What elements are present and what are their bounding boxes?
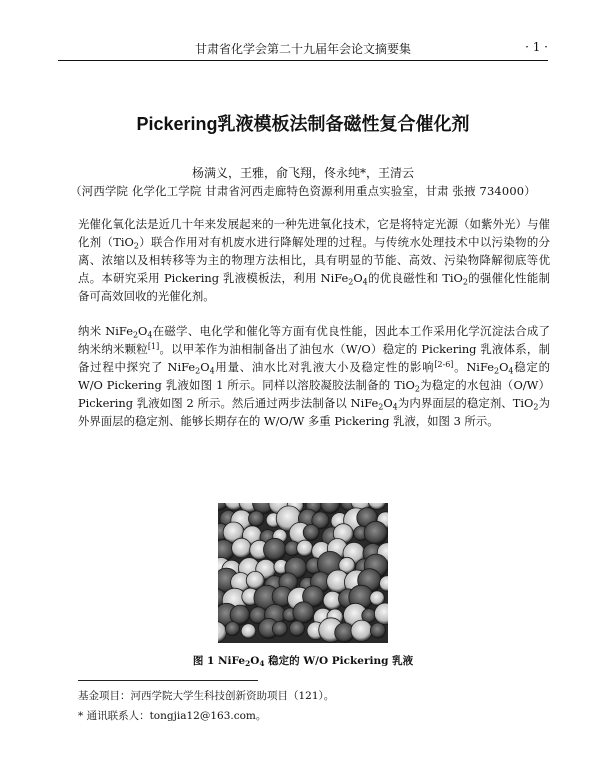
author-list: 杨满义，王雅，俞飞翔，佟永纯*，王清云 <box>191 166 414 180</box>
droplet <box>321 503 340 514</box>
droplet <box>249 511 265 527</box>
paper-title: Pickering乳液模板法制备磁性复合催化剂 <box>136 114 470 134</box>
droplet <box>264 538 287 561</box>
droplet <box>232 538 252 558</box>
citation-ref: [1] <box>147 341 160 351</box>
running-header <box>58 40 548 58</box>
paragraph-1: 光催化氧化法是近几十年来发展起来的一种先进氧化技术，它是将特定光源（如紫外光）与催化剂（TiO$_2$）联合作用对有机废水进行降解处理的过程。与传统水处理技术中以污染物的分离、浓缩以及相转移等为主的物理方法相比，具有明显的节能、高效、污染物降解彻底等优点。本研究采用 Pickering 乳液模板法，利用 $NiFe_2O_4$的优良磁性和 TiO$_2$的强催化性能制备可高效回收的光催化剂。 <box>78 217 550 303</box>
emulsion-micrograph <box>218 503 388 643</box>
droplet <box>225 622 239 636</box>
figure-caption: 图 1 $NiFe_2O_4$ 稳定的 W/O Pickering 乳液 <box>192 655 414 669</box>
paragraph-2: 纳米 $NiFe_2O_4$在磁学、电化学和催化等方面有优良性能，因此本工作采用化学沉淀法合成了纳米纳米颗粒[1]。以甲苯作为油相制备出了油包水（W/O）稳定的 Pickering 乳液体系，制备过程中探究了 $NiFe_2O_4$用量、油水比对乳液大小及稳定性的影响[2-6]。$NiFe_2O_4$稳定的 W/O Pickering 乳液如图 1 所示。同样以溶胶凝胶法制备的 TiO$_2$为稳定的水包油（O/W）Pickering 乳液如图 2 所示。然后通过两步法制备以 $NiFe_2O_4$为内界面层的稳定剂、TiO$_2$为外界面层的稳定剂、能够长期存在的 W/O/W 多重 Pickering 乳液，如图 3 所示。 <box>78 324 550 428</box>
droplet <box>374 603 388 625</box>
droplet <box>364 521 387 544</box>
droplet <box>272 621 287 636</box>
citation-ref: [2-6] <box>434 359 454 369</box>
droplet <box>370 623 385 638</box>
droplet <box>289 621 304 636</box>
droplet <box>351 620 372 641</box>
droplet <box>297 540 313 556</box>
droplet-image <box>218 503 388 643</box>
contact-note: * 通讯联系人：tongjia12@163.com。 <box>78 710 267 722</box>
affiliation: （河西学院 化学化工学院 甘肃省河西走廊特色资源利用重点实验室，甘肃 张掖 734000） <box>70 184 536 198</box>
header-divider <box>58 60 548 61</box>
page-number: · 1 · <box>525 40 548 54</box>
droplet <box>241 624 256 639</box>
footnote-divider <box>78 680 258 681</box>
droplet <box>293 602 314 623</box>
droplet <box>303 525 319 541</box>
running-title: 甘肃省化学会第二十九届年会论文摘要集 <box>194 42 411 56</box>
funding-note: 基金项目：河西学院大学生科技创新资助项目（121）。 <box>78 690 335 702</box>
